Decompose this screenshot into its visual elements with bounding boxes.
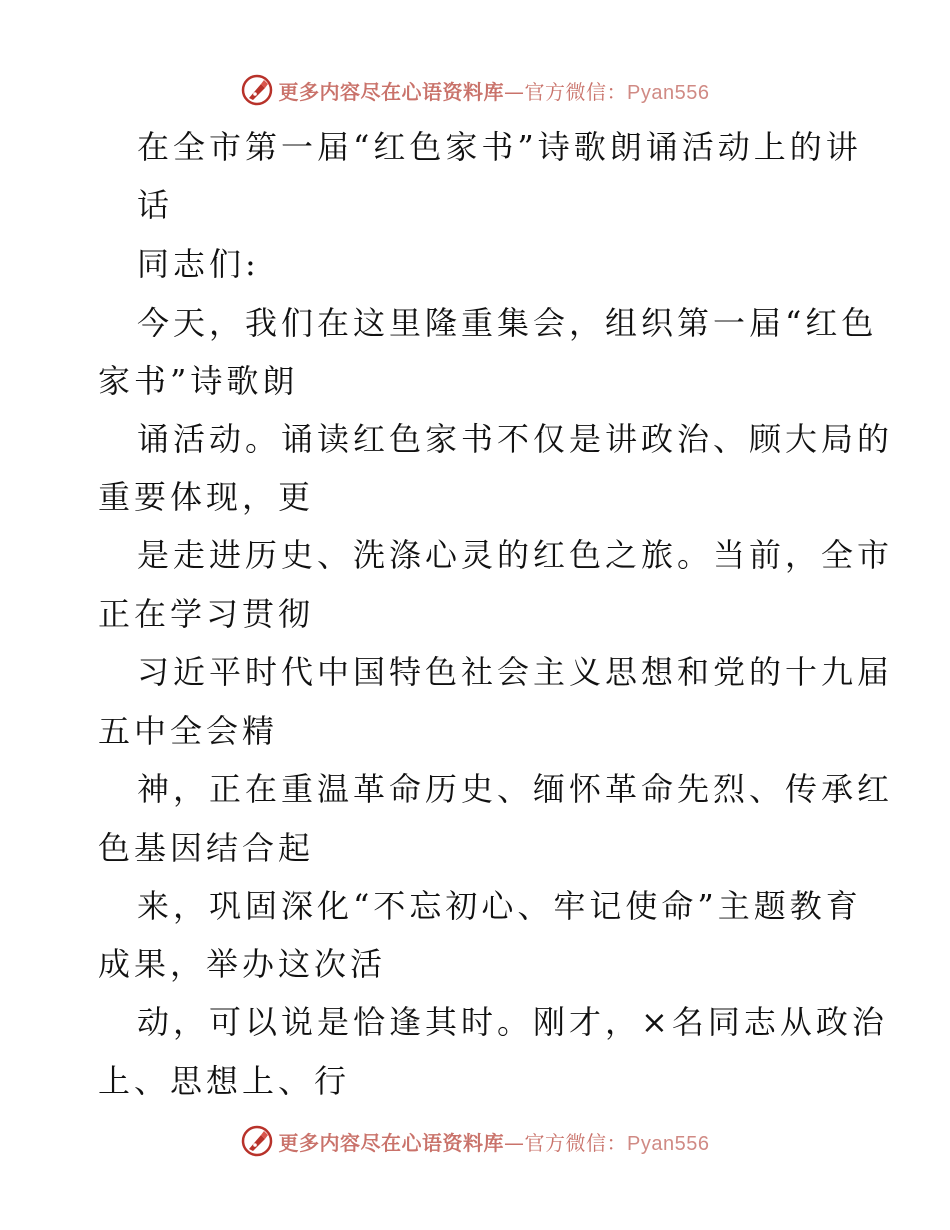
body-line: 神，正在重温革命历史、缅怀革命先烈、传承红 [137, 770, 894, 808]
body-line: 上、思想上、行 [98, 1062, 351, 1100]
watermark-header [0, 70, 950, 110]
body-line: 动，可以说是恰逢其时。刚才，×名同志从政治 [137, 1003, 888, 1041]
watermark-main-text: 更多内容尽在心语资料库 [278, 1130, 505, 1155]
body-line: 今天，我们在这里隆重集会，组织第一届“红色 [137, 304, 878, 342]
watermark-text [279, 76, 710, 105]
watermark-text [279, 1127, 710, 1156]
body-line: 重要体现，更 [98, 478, 315, 516]
document-title: 在全市第一届“红色家书”诗歌朗诵活动上的讲 [137, 128, 862, 166]
watermark-main-text: 更多内容尽在心语资料库 [278, 79, 505, 104]
body-line: 诵活动。诵读红色家书不仅是讲政治、顾大局的 [137, 420, 894, 458]
body-line: 正在学习贯彻 [98, 595, 315, 633]
body-line: 家书”诗歌朗 [98, 362, 299, 400]
watermark-wechat-id: Pyan556 [627, 1132, 710, 1155]
red-pen-nib-logo-icon [241, 74, 273, 106]
watermark-dash: — [504, 79, 525, 104]
watermark-wechat-label: 官方微信： [524, 1130, 628, 1155]
body-line: 来，巩固深化“不忘初心、牢记使命”主题教育 [137, 887, 862, 925]
salutation: 同志们: [137, 245, 260, 283]
watermark-footer [0, 1121, 950, 1161]
body-line: 色基因结合起 [98, 829, 315, 867]
document-title-continuation: 话 [137, 186, 174, 224]
watermark-dash: — [504, 1130, 525, 1155]
body-line: 习近平时代中国特色社会主义思想和党的十九届 [137, 653, 894, 691]
body-line: 成果，举办这次活 [98, 945, 387, 983]
body-line: 五中全会精 [98, 712, 279, 750]
red-pen-nib-logo-icon [241, 1125, 273, 1157]
watermark-wechat-label: 官方微信： [524, 79, 628, 104]
watermark-wechat-id: Pyan556 [627, 81, 710, 104]
body-line: 是走进历史、洗涤心灵的红色之旅。当前，全市 [137, 536, 894, 574]
